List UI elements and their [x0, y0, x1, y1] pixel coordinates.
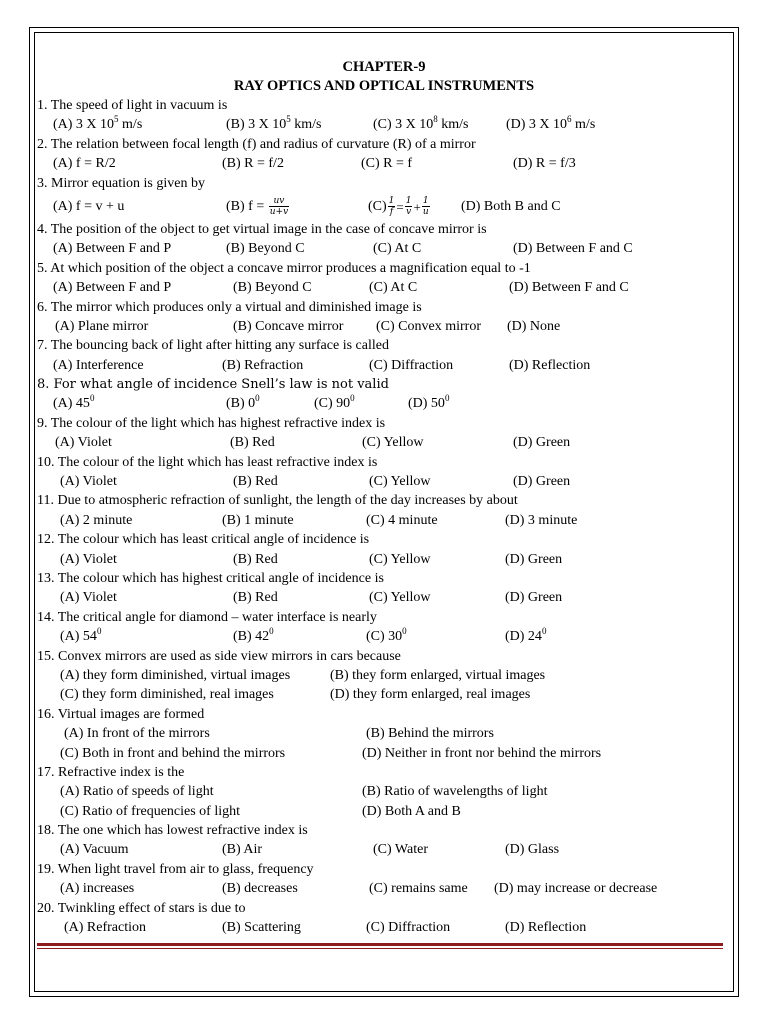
option-19c: (C) remains same — [369, 881, 468, 897]
option-16d: (D) Neither in front nor behind the mirrors — [362, 745, 602, 761]
option-15a: (A) they form diminished, virtual images — [60, 667, 291, 683]
question-4: 4. The position of the object to get virtual image in the case of concave mirror is — [37, 221, 487, 237]
option-6c: (C) Convex mirror — [376, 318, 481, 334]
option-18b: (B) Air — [222, 842, 263, 858]
option-17d: (D) Both A and B — [362, 803, 461, 819]
option-2b: (B) R = f/2 — [222, 156, 284, 172]
option-8a: (A) $45^0$ — [53, 392, 95, 412]
options-1 — [35, 115, 733, 134]
option-11a: (A) 2 minute — [60, 512, 133, 528]
question-1: 1. The speed of light in vacuum is — [37, 98, 228, 113]
option-4d: (D) Between F and C — [513, 241, 633, 257]
question-19: 19. When light travel from air to glass, frequency — [37, 861, 314, 877]
question-18: 18. The one which has lowest refractive index is — [37, 823, 308, 839]
option-5b: (B) Beyond C — [233, 280, 312, 296]
question-15: 15. Convex mirrors are used as side view mirrors in cars because — [37, 648, 401, 664]
question-13: 13. The colour which has highest critical angle of incidence is — [37, 570, 384, 586]
option-7d: (D) Reflection — [509, 357, 591, 373]
option-16b: (B) Behind the mirrors — [366, 726, 494, 742]
options-13 — [35, 588, 733, 607]
question-9: 9. The colour of the light which has highest refractive index is — [37, 415, 386, 431]
option-9b: (B) Red — [230, 435, 275, 451]
options-9 — [35, 433, 733, 452]
options-15-row1 — [35, 666, 733, 685]
option-4a: (A) Between F and P — [53, 241, 172, 257]
options-8 — [35, 394, 733, 413]
question-10: 10. The colour of the light which has least refractive index is — [37, 454, 378, 470]
options-17-row1 — [35, 782, 733, 801]
option-4b: (B) Beyond C — [226, 241, 305, 257]
option-3d: (D) Both B and C — [461, 198, 561, 214]
option-2d: (D) R = f/3 — [513, 156, 576, 172]
option-10a: (A) Violet — [60, 474, 117, 490]
question-8: 8. For what angle of incidence Snell’s law is not valid — [37, 377, 389, 393]
option-2a: (A) f = R/2 — [53, 156, 116, 172]
options-17-row2 — [35, 802, 733, 821]
option-5a: (A) Between F and P — [53, 280, 172, 296]
options-16-row1 — [35, 724, 733, 743]
options-2 — [35, 154, 733, 173]
option-3c: (C) $\frac{1}{f}$ = $\frac{1}{v}$ + $\frac{1}{u}$ — [368, 196, 429, 218]
option-1a: (A) 3 X $10^5$ m/s — [53, 113, 143, 133]
question-sheet — [35, 58, 733, 937]
option-19d: (D) may increase or decrease — [494, 881, 658, 897]
question-3: 3. Mirror equation is given by — [37, 175, 205, 191]
option-11d: (D) 3 minute — [505, 512, 578, 528]
question-20: 20. Twinkling effect of stars is due to — [37, 900, 246, 916]
options-6 — [35, 317, 733, 336]
options-16-row2 — [35, 744, 733, 763]
option-11c: (C) 4 minute — [366, 512, 438, 528]
option-7b: (B) Refraction — [222, 357, 304, 373]
option-17b: (B) Ratio of wavelengths of light — [362, 784, 548, 800]
option-16c: (C) Both in front and behind the mirrors — [60, 745, 286, 761]
option-8c: (C) $90^0$ — [314, 392, 355, 412]
option-15d: (D) they form enlarged, real images — [330, 687, 531, 703]
option-14b: (B) $42^0$ — [233, 625, 274, 645]
fraction-uv: $\frac{uv}{u+v}$ — [269, 196, 289, 218]
options-10 — [35, 472, 733, 491]
option-10c: (C) Yellow — [369, 474, 431, 490]
option-8b: (B) $0^0$ — [226, 392, 260, 412]
question-7: 7. The bouncing back of light after hitting any surface is called — [37, 338, 389, 354]
options-5 — [35, 278, 733, 297]
option-9c: (C) Yellow — [362, 435, 424, 451]
option-20b: (B) Scattering — [222, 920, 301, 936]
question-5: 5. At which position of the object a concave mirror produces a magnification equal to -1 — [37, 260, 531, 276]
option-17a: (A) Ratio of speeds of light — [60, 784, 214, 800]
options-18 — [35, 840, 733, 859]
option-13d: (D) Green — [505, 590, 563, 606]
option-20d: (D) Reflection — [505, 920, 587, 936]
option-15b: (B) they form enlarged, virtual images — [330, 667, 546, 683]
option-7c: (C) Diffraction — [369, 357, 454, 373]
option-18d: (D) Glass — [505, 842, 560, 858]
option-7a: (A) Interference — [53, 357, 144, 373]
option-14c: (C) $30^0$ — [366, 625, 407, 645]
option-15c: (C) they form diminished, real images — [60, 687, 274, 703]
option-1b: (B) 3 X $10^5$ km/s — [226, 113, 322, 133]
question-12: 12. The colour which has least critical angle of incidence is — [37, 532, 370, 548]
options-7 — [35, 356, 733, 375]
chapter-number: CHAPTER-9 — [342, 59, 426, 75]
chapter-title: RAY OPTICS AND OPTICAL INSTRUMENTS — [233, 78, 535, 94]
option-5c: (C) At C — [369, 280, 418, 296]
option-10d: (D) Green — [513, 474, 571, 490]
option-8d: (D) $50^0$ — [408, 392, 450, 412]
option-19a: (A) increases — [60, 881, 135, 897]
option-12d: (D) Green — [505, 551, 563, 567]
option-14a: (A) $54^0$ — [60, 625, 102, 645]
option-13b: (B) Red — [233, 590, 278, 606]
option-18c: (C) Water — [373, 842, 428, 858]
option-6d: (D) None — [507, 318, 561, 334]
option-4c: (C) At C — [373, 241, 422, 257]
option-1d: (D) 3 X $10^6$ m/s — [506, 113, 596, 133]
question-11: 11. Due to atmospheric refraction of sunlight, the length of the day increases by about — [37, 493, 518, 509]
options-19 — [35, 879, 733, 898]
option-11b: (B) 1 minute — [222, 512, 294, 528]
option-17c: (C) Ratio of frequencies of light — [60, 803, 241, 819]
option-19b: (B) decreases — [222, 881, 298, 897]
option-16a: (A) In front of the mirrors — [64, 726, 210, 742]
option-12b: (B) Red — [233, 551, 278, 567]
options-15-row2 — [35, 685, 733, 704]
option-12c: (C) Yellow — [369, 551, 431, 567]
options-14 — [35, 627, 733, 646]
option-13c: (C) Yellow — [369, 590, 431, 606]
options-3 — [35, 193, 733, 220]
option-3a: (A) f = v + u — [53, 198, 125, 214]
option-20a: (A) Refraction — [64, 920, 147, 936]
option-12a: (A) Violet — [60, 551, 117, 567]
options-11 — [35, 511, 733, 530]
footer-rule-thin — [37, 948, 723, 949]
question-17: 17. Refractive index is the — [37, 764, 185, 780]
option-18a: (A) Vacuum — [60, 842, 129, 858]
option-20c: (C) Diffraction — [366, 920, 451, 936]
option-9d: (D) Green — [513, 435, 571, 451]
options-4 — [35, 239, 733, 258]
option-6b: (B) Concave mirror — [233, 318, 344, 334]
option-13a: (A) Violet — [60, 590, 117, 606]
footer-rule-thick — [37, 943, 723, 946]
question-6: 6. The mirror which produces only a virtual and diminished image is — [37, 299, 422, 315]
option-2c: (C) R = f — [361, 156, 413, 172]
options-12 — [35, 550, 733, 569]
option-14d: (D) $24^0$ — [505, 625, 547, 645]
question-16: 16. Virtual images are formed — [37, 706, 205, 722]
options-20 — [35, 918, 733, 937]
option-5d: (D) Between F and C — [509, 280, 629, 296]
option-6a: (A) Plane mirror — [55, 318, 149, 334]
option-10b: (B) Red — [233, 474, 278, 490]
option-1c: (C) 3 X $10^8$ km/s — [373, 113, 469, 133]
option-9a: (A) Violet — [55, 435, 112, 451]
question-14: 14. The critical angle for diamond – water interface is nearly — [37, 609, 377, 625]
option-3b: (B) f = $\frac{uv}{u+v}$ — [226, 196, 289, 218]
question-2: 2. The relation between focal length (f) and radius of curvature (R) of a mirror — [37, 136, 476, 152]
